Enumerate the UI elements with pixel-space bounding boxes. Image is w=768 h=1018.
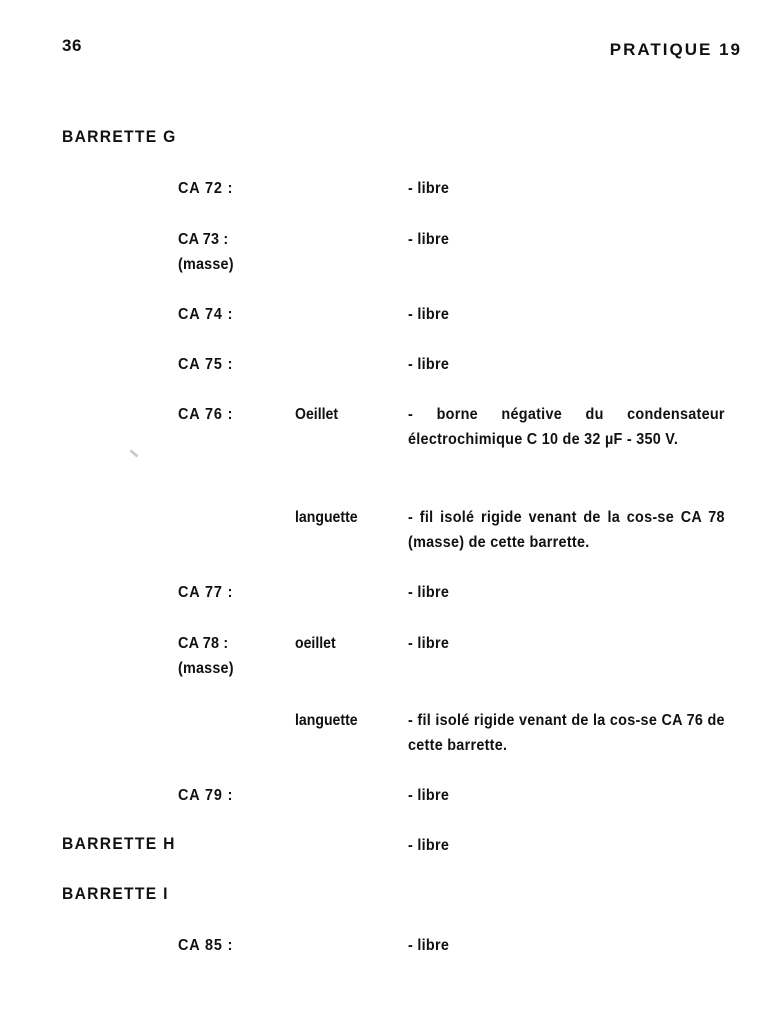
entry-description: - libre <box>408 584 450 601</box>
entry-description: - libre <box>408 180 450 197</box>
cosse-label: CA 79 : <box>178 787 234 804</box>
cosse-label: CA 73 : <box>178 231 229 248</box>
part-label: languette <box>295 712 358 729</box>
cosse-label: CA 77 : <box>178 584 234 601</box>
cosse-label: CA 74 : <box>178 306 234 323</box>
section-heading-barrette-h: BARRETTE H <box>62 834 176 853</box>
cosse-label-group <box>178 631 234 681</box>
entry-description: - libre <box>408 937 450 954</box>
cosse-label: CA 72 : <box>178 180 234 197</box>
cosse-label: CA 76 : <box>178 406 234 423</box>
section-heading-barrette-i: BARRETTE I <box>62 884 169 903</box>
cosse-label: CA 78 : <box>178 635 229 652</box>
cosse-label: CA 75 : <box>178 356 234 373</box>
entry-description: - libre <box>408 356 450 373</box>
entry-description: - libre <box>408 231 450 248</box>
entry-description: - libre <box>408 787 450 804</box>
section-heading-barrette-g: BARRETTE G <box>62 127 177 146</box>
cosse-label-group <box>178 227 234 277</box>
cosse-label: CA 85 : <box>178 937 234 954</box>
page-number: 36 <box>62 36 82 55</box>
part-label: languette <box>295 509 358 526</box>
entry-description: - libre <box>408 306 450 323</box>
entry-description: - libre <box>408 837 450 854</box>
pencil-mark-icon <box>128 448 140 460</box>
entry-description: - fil isolé rigide venant de la cos-se CA 76 de cette barrette. <box>408 712 725 754</box>
entry-description: - libre <box>408 635 450 652</box>
cosse-note: (masse) <box>178 660 234 677</box>
part-label: Oeillet <box>295 406 339 423</box>
page-header-title: PRATIQUE 19 <box>609 40 742 59</box>
cosse-note: (masse) <box>178 256 234 273</box>
entry-description: - borne négative du condensateur électrochimique C 10 de 32 µF - 350 V. <box>408 406 725 448</box>
part-label: oeillet <box>295 635 336 652</box>
entry-description: - fil isolé rigide venant de la cos-se CA 78 (masse) de cette barrette. <box>408 509 725 551</box>
